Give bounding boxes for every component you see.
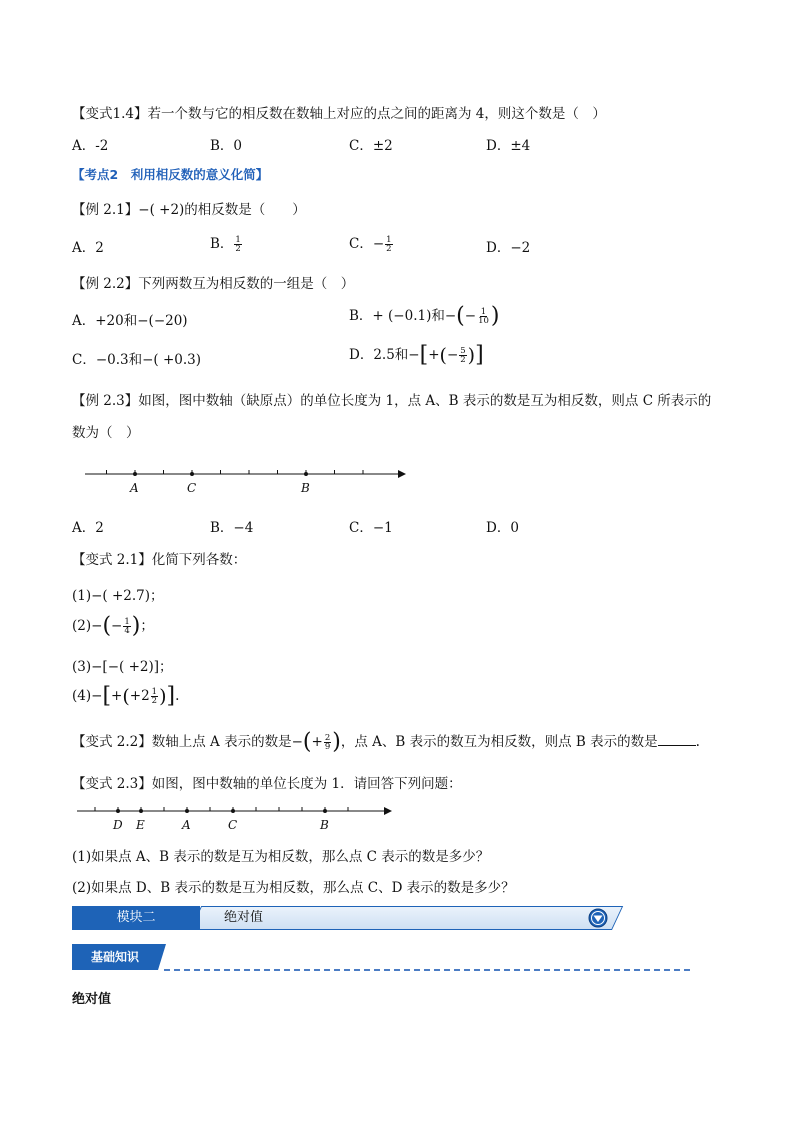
e23-option-b: B．−4 [210,520,254,536]
v14-option-d: D．±4 [486,138,531,154]
axis-arrow [398,470,406,478]
v23-question-2: (2)如果点 D、B 表示的数是互为相反数，那么点 C、D 表示的数是多少？ [72,880,515,896]
label-c: C [187,481,197,495]
variant-2-1: 【变式 2.1】化简下列各数： [72,552,247,568]
example-2-3-cont: 数为（ ） [72,425,140,441]
module-title: 绝对值 [224,910,264,925]
point-a [133,472,137,476]
example-2-2: 【例 2.2】下列两数互为相反数的一组是（ ） [72,276,355,292]
number-line-1 [80,462,410,498]
v14-option-a: A．-2 [72,138,109,154]
dashed-divider [164,969,690,971]
point-b [304,472,308,476]
e23-option-c: C．−1 [349,520,393,536]
variant-1-4: 【变式1.4】若一个数与它的相反数在数轴上对应的点之间的距离为 4，则这个数是（ ） [72,106,606,122]
number-line-2 [72,800,402,834]
label-d: D [113,818,123,832]
e22-option-b: B．+ (−0.1)和−(− $\frac{1}{10}$ ) [349,303,500,329]
label-e: E [136,818,145,832]
kaodian-2-heading: 【考点2 利用相反数的意义化简】 [72,167,269,182]
absolute-value-heading: 绝对值 [72,992,112,1007]
e23-option-d: D．0 [486,520,519,536]
e21-option-b: B． $\frac{1}{2}$ [210,235,241,254]
e22-option-d: D．2.5和−[+(− $\frac{5}{2}$ )] [349,342,484,368]
e21-option-a: A．2 [72,240,104,256]
module-label: 模块二 [72,906,200,930]
v14-option-b: B．0 [210,138,243,154]
point-c [190,472,194,476]
label-b: B [320,818,329,832]
axis-arrow [384,807,392,815]
example-2-1: 【例 2.1】−( +2)的相反数是（ ） [72,202,306,218]
point-e [139,809,143,813]
point-c [231,809,235,813]
variant-2-3: 【变式 2.3】如图，图中数轴的单位长度为 1．请回答下列问题： [72,776,462,792]
v21-item-4: (4)−[+(+2 $\frac{1}{2}$ )]. [72,683,180,709]
e22-option-c: C．−0.3和−( +0.3) [72,352,202,368]
e21-option-d: D．−2 [486,240,531,256]
point-b [323,809,327,813]
v21-item-3: (3)−[−( +2)]； [72,659,173,675]
module-bar [72,906,612,930]
variant-2-2: 【变式 2.2】数轴上点 A 表示的数是−(+ $\frac{2}{9}$ )，点 A、B 表示的数互为相反数，则点 B 表示的数是 . [72,729,700,755]
chevron-down-circle-icon[interactable] [588,908,608,928]
basic-tag-tail [158,944,166,970]
basic-knowledge-tag: 基础知识 [72,944,158,970]
e22-option-a: A．+20和−(−20) [72,313,188,329]
label-a: A [182,818,191,832]
v21-item-1: (1)−( +2.7)； [72,588,164,604]
label-a: A [130,481,139,495]
example-2-3: 【例 2.3】如图，图中数轴（缺原点）的单位长度为 1，点 A、B 表示的数是互为相反数，则点 C 所表示的 [72,393,712,409]
label-b: B [301,481,310,495]
v23-question-1: (1)如果点 A、B 表示的数是互为相反数，那么点 C 表示的数是多少？ [72,849,490,865]
answer-blank[interactable] [658,733,696,746]
v21-item-2: (2)−(− $\frac{1}{4}$ )； [72,613,154,639]
label-c: C [228,818,238,832]
v14-option-c: C．±2 [349,138,393,154]
e21-option-c: C．− $\frac{1}{2}$ [349,235,392,254]
point-a [185,809,189,813]
point-d [116,809,120,813]
e23-option-a: A．2 [72,520,104,536]
